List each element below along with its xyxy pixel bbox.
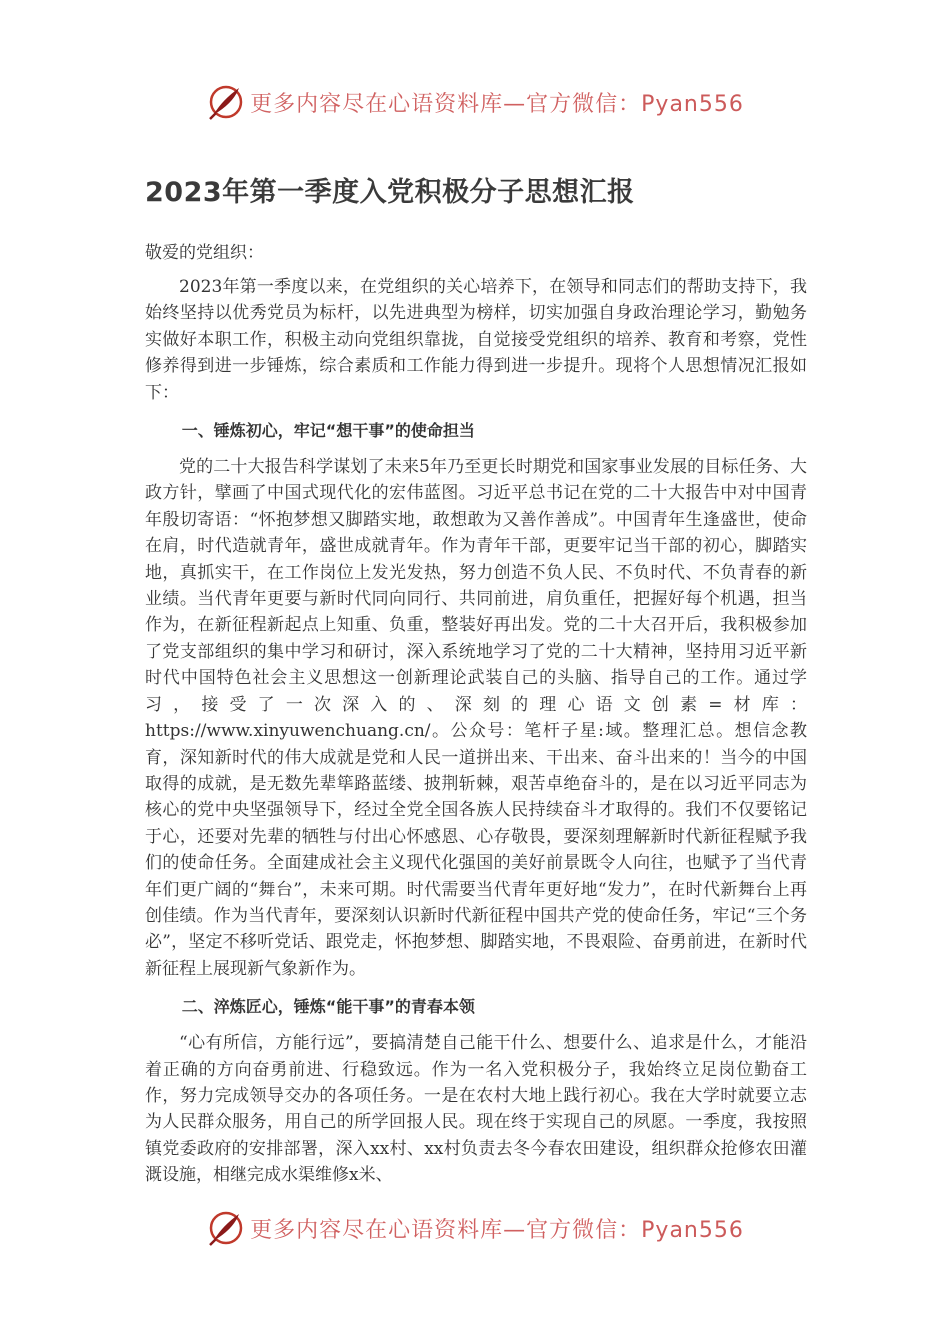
section-1-paragraph: 党的二十大报告科学谋划了未来5年乃至更长时期党和国家事业发展的目标任务、大政方针，擘画了中国式现代化的宏伟蓝图。习近平总书记在党的二十大报告中对中国青年殷切寄语：“怀抱梦想又脚踏实地，敢想敢为又善作善成”。中国青年生逢盛世，使命在肩，时代造就青年，盛世成就青年。作为青年干部，更要牢记当干部的初心，脚踏实地，真抓实干，在工作岗位上发光发热，努力创造不负人民、不负时代、不负青春的新业绩。当代青年更要与新时代同向同行、共同前进，肩负重任，把握好每个机遇，担当作为，在新征程新起点上知重、负重，整装好再出发。党的二十大召开后，我积极参加了党支部组织的集中学习和研讨，深入系统地学习了党的二十大精神，坚持用习近平新时代中国特色社会主义思想这一创新理论武装自己的头脑、指导自己的工作。通过学习，接受了一次深入的、深刻的理心语文创素=材库：https://www.xinyuwenchuang.cn/。公众号：笔杆子星:域。整理汇总。想信念教育，深知新时代的伟大成就是党和人民一道拼出来、干出来、奋斗出来的！当今的中国取得的成就，是无数先辈筚路蓝缕、披荆斩棘，艰苦卓绝奋斗的，是在以习近平同志为核心的党中央坚强领导下，经过全党全国各族人民持续奋斗才取得的。我们不仅要铭记于心，还要对先辈的牺牲与付出心怀感恩、心存敬畏，要深刻理解新时代新征程赋予我们的使命任务。全面建成社会主义现代化强国的美好前景既令人向往，也赋予了当代青年们更广阔的“舞台”，未来可期。时代需要当代青年更好地“发力”，在时代新舞台上再创佳绩。作为当代青年，要深刻认识新时代新征程中国共产党的使命任务，牢记“三个务必”，坚定不移听党话、跟党走，怀抱梦想、脚踏实地，不畏艰险、奋勇前进，在新时代新征程上展现新气象新作为。: [145, 457, 807, 979]
salutation: 敬爱的党组织：: [145, 243, 264, 263]
section-1-heading: 一、锤炼初心，牢记“想干事”的使命担当: [181, 421, 475, 441]
header-watermark-banner: [0, 80, 950, 124]
quill-logo-icon: [206, 1208, 246, 1248]
watermark-text: 更多内容尽在心语资料库—官方微信：Pyan556: [250, 91, 744, 117]
section-2-paragraph: “心有所信，方能行远”，要搞清楚自己能干什么、想要什么、追求是什么，才能沿着正确的方向奋勇前进、行稳致远。作为一名入党积极分子，我始终立足岗位勤奋工作，努力完成领导交办的各项任务。一是在农村大地上践行初心。我在大学时就要立志为人民群众服务，用自己的所学回报人民。现在终于实现自己的夙愿。一季度，我按照镇党委政府的安排部署，深入xx村、xx村负责去冬今春农田建设，组织群众抢修农田灌溉设施，相继完成水渠维修x米、: [145, 1033, 807, 1186]
footer-watermark-banner: [0, 1206, 950, 1250]
section-2-heading: 二、淬炼匠心，锤炼“能干事”的青春本领: [181, 997, 475, 1017]
intro-paragraph: 2023年第一季度以来，在党组织的关心培养下，在领导和同志们的帮助支持下，我始终坚持以优秀党员为标杆，以先进典型为榜样，切实加强自身政治理论学习，勤勉务实做好本职工作，积极主动向党组织靠拢，自觉接受党组织的培养、教育和考察，党性修养得到进一步锤炼，综合素质和工作能力得到进一步提升。现将个人思想情况汇报如下：: [145, 277, 807, 403]
document-title: 2023年第一季度入党积极分子思想汇报: [145, 177, 635, 208]
quill-logo-icon: [206, 82, 246, 122]
watermark-text: 更多内容尽在心语资料库—官方微信：Pyan556: [250, 1217, 744, 1243]
document-body: [145, 170, 807, 1189]
